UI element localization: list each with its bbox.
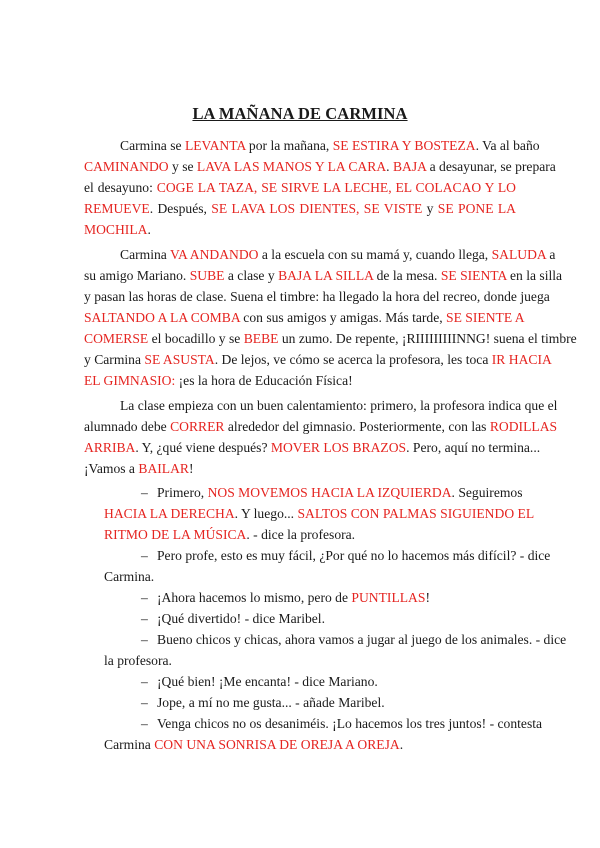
action-verb-highlight: BEBE [243, 331, 279, 346]
dialogue-dash: – [141, 611, 148, 626]
text-run: y se [168, 159, 197, 174]
text-line-p1-l4 [84, 199, 516, 219]
text-line-p2-l5 [84, 329, 577, 349]
text-run: . Pero, aquí no termina... [406, 440, 541, 455]
text-run: ! [188, 461, 194, 476]
text-run: Carmina. [104, 569, 155, 584]
text-run: Carmina se [120, 138, 185, 153]
action-verb-highlight: HACIA LA DERECHA [104, 506, 235, 521]
action-verb-highlight: SE SIENTA [440, 268, 507, 283]
text-run: a [546, 247, 556, 262]
text-run: ¡Vamos a [84, 461, 139, 476]
text-run: ¡es la hora de Educación Física! [175, 373, 353, 388]
text-run: Carmina [104, 737, 155, 752]
text-run: y pasan las horas de clase. Suena el timbre: ha llegado la hora del recreo, donde juega [84, 289, 550, 304]
text-line-p1-l5 [84, 220, 516, 240]
text-run: Carmina [120, 247, 170, 262]
text-run: Venga chicos no os desaniméis. ¡Lo hacemos los tres juntos! - contesta [157, 716, 543, 731]
action-verb-highlight: RITMO DE LA MÚSICA [104, 527, 247, 542]
text-line-p3-l2 [84, 417, 558, 437]
text-run: alumnado debe [84, 419, 171, 434]
text-line-p3-l1 [120, 396, 558, 416]
text-line-d8-l2 [104, 735, 516, 755]
text-run: . Va al baño [475, 138, 540, 153]
dialogue-dash: – [141, 548, 148, 563]
text-run: ¡Qué divertido! - dice Maribel. [157, 611, 325, 626]
text-line-d4-l1 [157, 609, 516, 629]
text-run: el desayuno: [84, 180, 157, 195]
text-run: . De lejos, ve cómo se acerca la profesora, les toca [214, 352, 492, 367]
text-run: Primero, [157, 485, 208, 500]
action-verb-highlight: SE ASUSTA [144, 352, 215, 367]
text-run: Jope, a mí no me gusta... - añade Maribel. [157, 695, 385, 710]
action-verb-highlight: SALTOS CON PALMAS SIGUIENDO EL [297, 506, 535, 521]
page-title: LA MAÑANA DE CARMINA [192, 104, 408, 123]
action-verb-highlight: LAVA LAS MANOS Y LA CARA [196, 159, 387, 174]
text-run: . Y, ¿qué viene después? [135, 440, 271, 455]
action-verb-highlight: CAMINANDO [84, 159, 169, 174]
text-line-p2-l4 [84, 308, 525, 328]
action-verb-highlight: MOVER LOS BRAZOS [270, 440, 407, 455]
text-line-d6-l1 [157, 672, 516, 692]
action-verb-highlight: BAJA [392, 159, 427, 174]
text-run: y Carmina [84, 352, 145, 367]
dialogue-dash: – [141, 485, 148, 500]
action-verb-highlight: BAILAR [138, 461, 189, 476]
text-run: alrededor del gimnasio. Posteriormente, con las [224, 419, 490, 434]
text-line-p3-l4 [84, 459, 516, 479]
action-verb-highlight: SALTANDO A LA COMBA [84, 310, 240, 325]
action-verb-highlight: CON UNA SONRISA DE OREJA A OREJA [154, 737, 400, 752]
action-verb-highlight: SE LAVA LOS DIENTES, SE VISTE [211, 201, 423, 216]
action-verb-highlight: VA ANDANDO [169, 247, 259, 262]
text-run: a la escuela con su mamá y, cuando llega, [258, 247, 492, 262]
text-run: su amigo Mariano. [84, 268, 190, 283]
text-run: a clase y [224, 268, 279, 283]
text-line-p1-l3 [84, 178, 516, 198]
text-line-d1-l1 [157, 483, 523, 503]
text-run: . [386, 159, 393, 174]
text-run: ¡Qué bien! ¡Me encanta! - dice Mariano. [157, 674, 378, 689]
text-line-p2-l6 [84, 350, 552, 370]
action-verb-highlight: SUBE [189, 268, 225, 283]
text-line-d1-l3 [104, 525, 516, 545]
text-run: . [399, 737, 404, 752]
action-verb-highlight: PUNTILLAS [351, 590, 426, 605]
action-verb-highlight: LEVANTA [184, 138, 246, 153]
text-run: un zumo. De repente, ¡RIIIIIIIIINNG! suena el timbre [278, 331, 577, 346]
text-line-d2-l2 [104, 567, 516, 587]
text-line-p1-l2 [84, 157, 556, 177]
action-verb-highlight: SALUDA [491, 247, 546, 262]
action-verb-highlight: ARRIBA [84, 440, 136, 455]
action-verb-highlight: COGE LA TAZA, SE SIRVE LA LECHE, EL COLACAO Y LO [156, 180, 517, 195]
text-line-d5-l1 [157, 630, 567, 650]
text-run: . Seguiremos [451, 485, 523, 500]
text-run: La clase empieza con un buen calentamiento: primero, la profesora indica que el [120, 398, 558, 413]
text-run: . Después, [149, 201, 212, 216]
text-line-d1-l2 [104, 504, 535, 524]
text-line-p2-l3 [84, 287, 550, 307]
text-run: . - dice la profesora. [246, 527, 356, 542]
text-run: Bueno chicos y chicas, ahora vamos a jugar al juego de los animales. - dice [157, 632, 567, 647]
text-line-p2-l7 [84, 371, 516, 391]
text-run: y [422, 201, 438, 216]
action-verb-highlight: CORRER [170, 419, 225, 434]
text-run: el bocadillo y se [148, 331, 244, 346]
text-line-d5-l2 [104, 651, 516, 671]
text-run: ¡Ahora hacemos lo mismo, pero de [157, 590, 352, 605]
action-verb-highlight: REMUEVE [84, 201, 150, 216]
text-run: en la silla [506, 268, 563, 283]
action-verb-highlight: RODILLAS [489, 419, 558, 434]
text-line-p2-l2 [84, 266, 563, 286]
text-line-d8-l1 [157, 714, 543, 734]
text-run: a desayunar, se prepara [426, 159, 556, 174]
text-line-p3-l3 [84, 438, 541, 458]
text-line-d7-l1 [157, 693, 516, 713]
text-run: ! [425, 590, 430, 605]
text-run: la profesora. [104, 653, 172, 668]
dialogue-dash: – [141, 590, 148, 605]
text-run: Pero profe, esto es muy fácil, ¿Por qué no lo hacemos más difícil? - dice [157, 548, 551, 563]
text-run: . Y luego... [234, 506, 298, 521]
action-verb-highlight: BAJA LA SILLA [278, 268, 374, 283]
action-verb-highlight: NOS MOVEMOS HACIA LA IZQUIERDA [207, 485, 452, 500]
dialogue-dash: – [141, 695, 148, 710]
dialogue-dash: – [141, 674, 148, 689]
action-verb-highlight: MOCHILA [84, 222, 148, 237]
action-verb-highlight: SE ESTIRA Y BOSTEZA [332, 138, 476, 153]
text-run: . [147, 222, 151, 237]
text-line-d3-l1 [157, 588, 516, 608]
action-verb-highlight: SE PONE LA [437, 201, 516, 216]
text-line-p2-l1 [120, 245, 556, 265]
action-verb-highlight: SE SIENTE A [446, 310, 525, 325]
dialogue-dash: – [141, 632, 148, 647]
action-verb-highlight: EL GIMNASIO: [84, 373, 176, 388]
text-run: con sus amigos y amigas. Más tarde, [239, 310, 447, 325]
text-run: por la mañana, [245, 138, 333, 153]
dialogue-dash: – [141, 716, 148, 731]
text-line-d2-l1 [157, 546, 551, 566]
action-verb-highlight: IR HACIA [491, 352, 552, 367]
action-verb-highlight: COMERSE [84, 331, 149, 346]
text-line-p1-l1 [120, 136, 540, 156]
text-run: de la mesa. [373, 268, 441, 283]
